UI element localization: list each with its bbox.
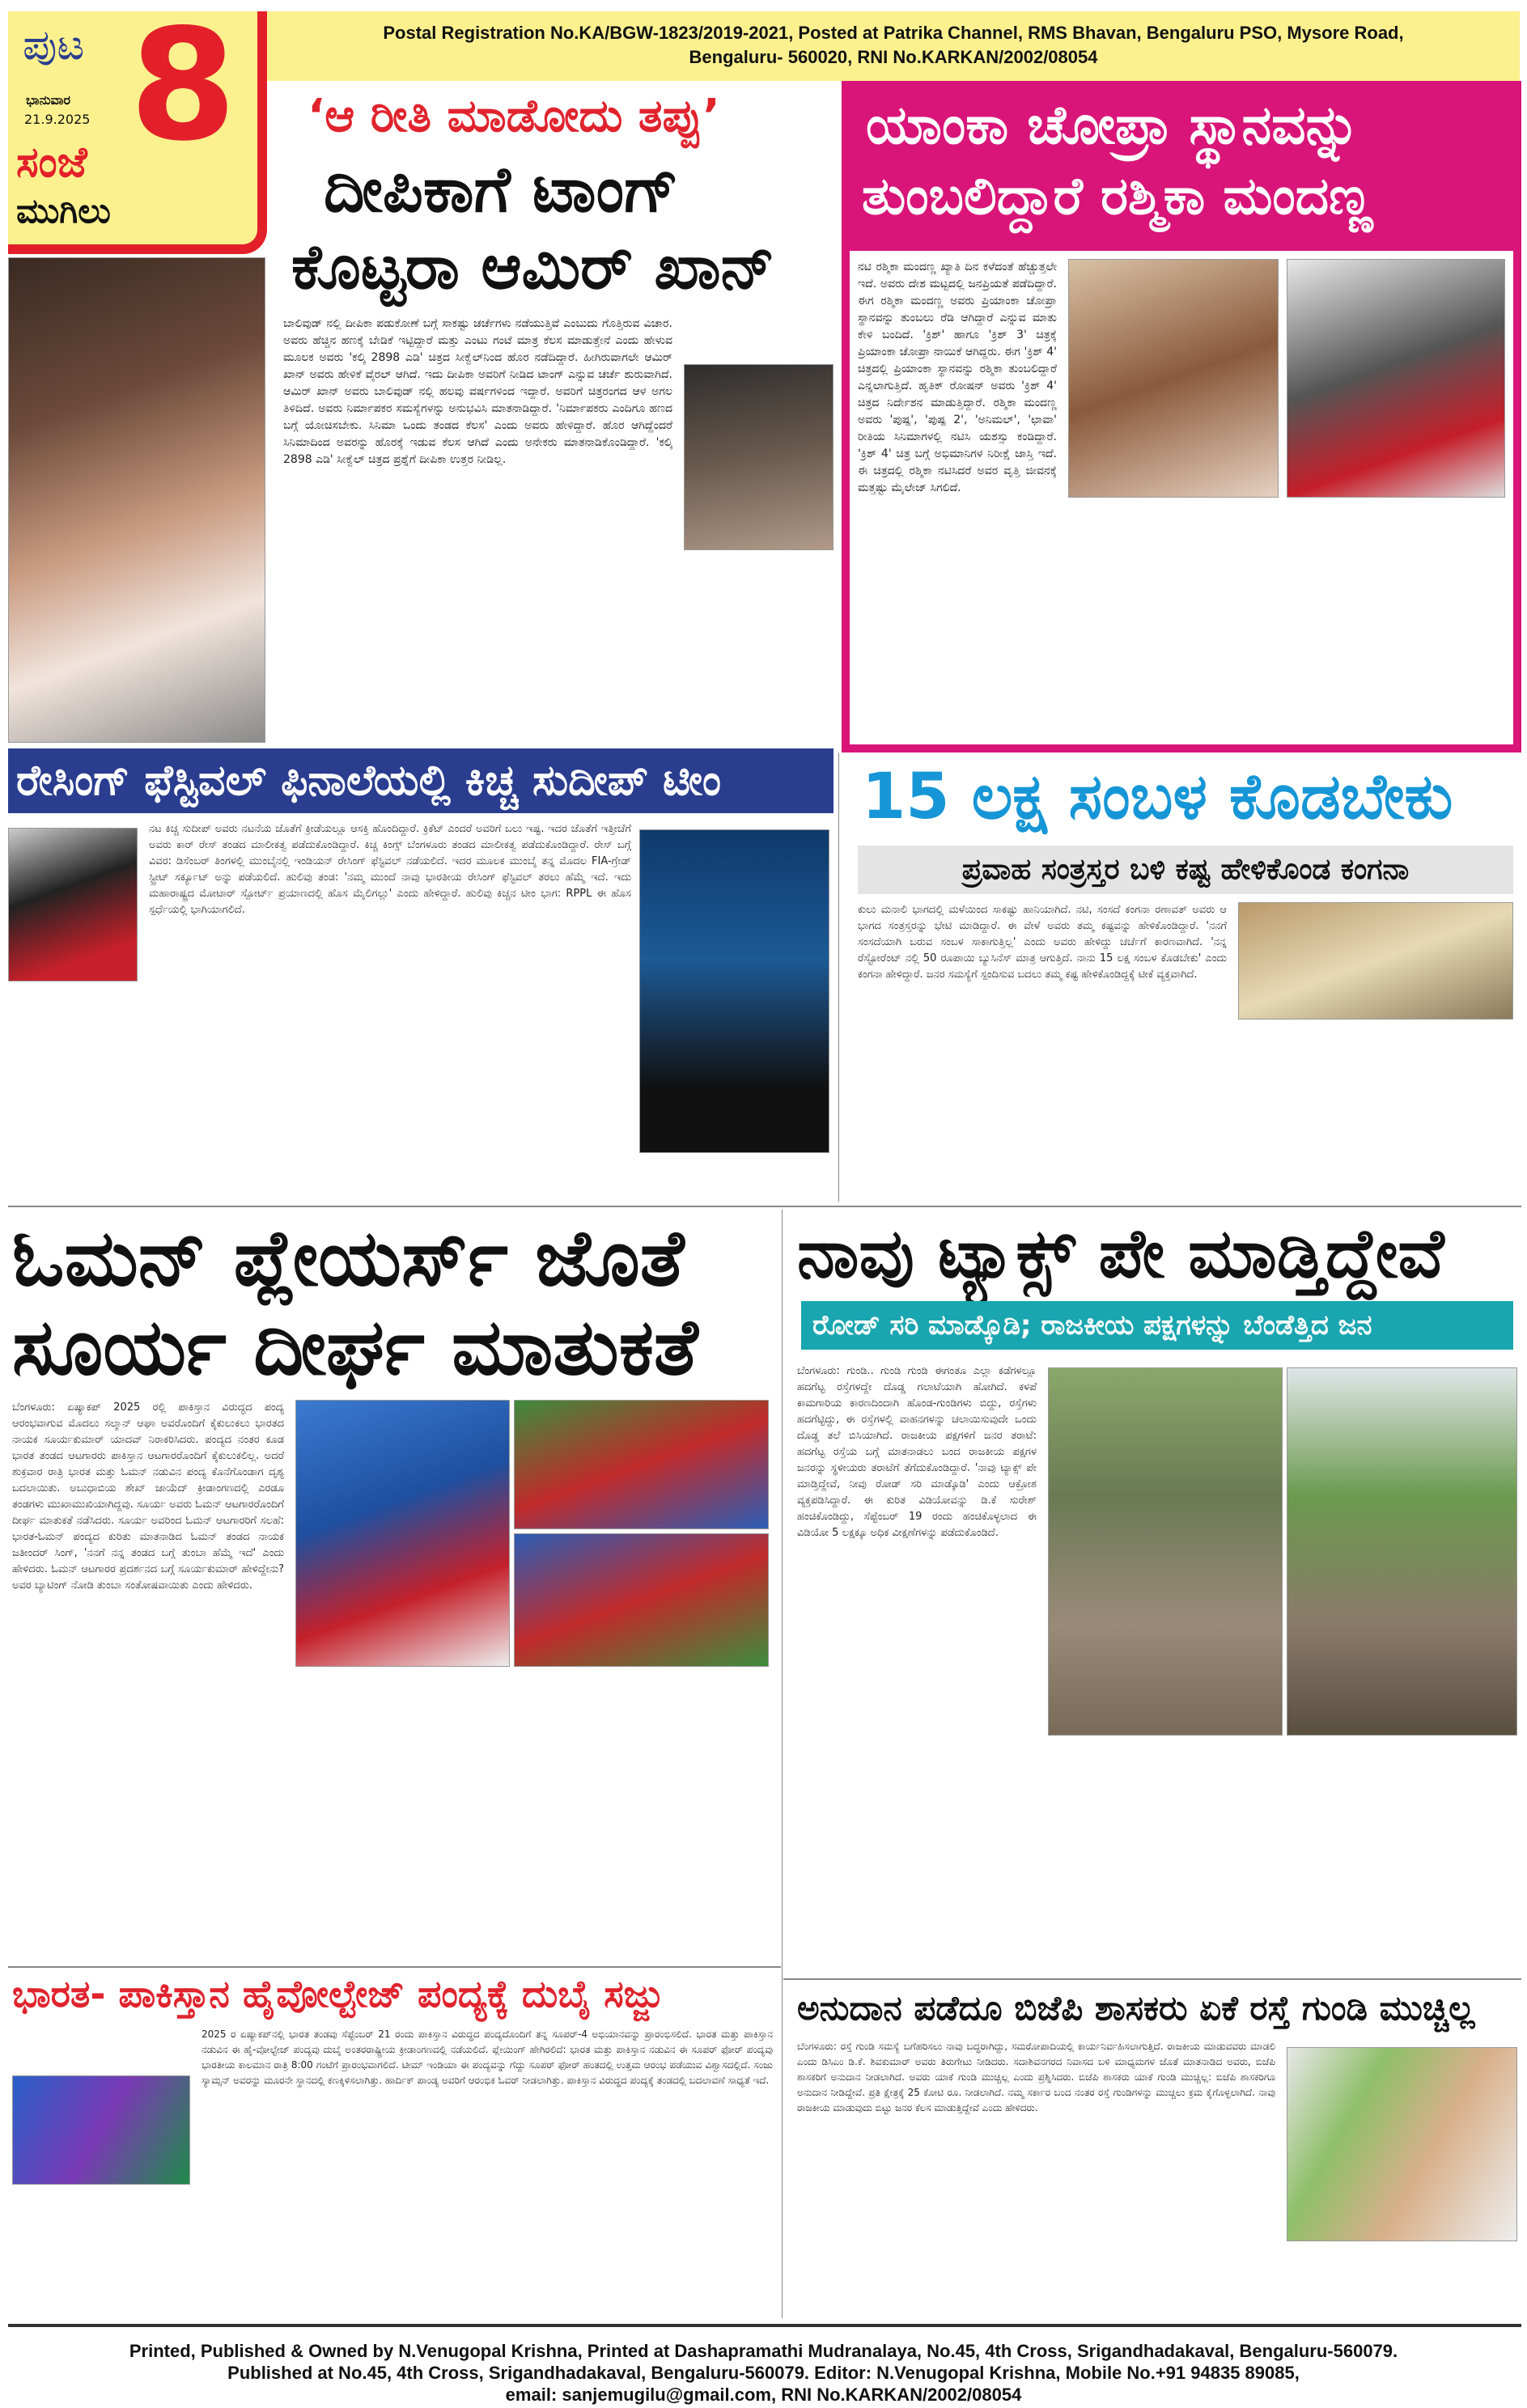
roads-headline: ನಾವು ಟ್ಯಾಕ್ಸ್ ಪೇ ಮಾಡ್ತಿದ್ದೇವೆ <box>797 1214 1444 1293</box>
asiacup-headline: ಭಾರತ- ಪಾಕಿಸ್ತಾನ ಹೈವೋಲ್ಟೇಜ್ ಪಂದ್ಯಕ್ಕೆ ದುಬೈ ಸಜ್ಜು <box>12 1972 664 2016</box>
asiacup-players-photo <box>12 2075 190 2185</box>
paper-name-mugilu: ಮುಗಿಲು <box>16 191 111 231</box>
weekday: ಭಾನುವಾರ <box>26 92 70 108</box>
vertical-divider-lower <box>782 1210 783 2318</box>
team-huddle-photos <box>514 1400 769 1667</box>
team-huddle-photo-2 <box>514 1533 769 1667</box>
date: 21.9.2025 <box>24 112 91 127</box>
horizontal-divider <box>8 1206 1521 1207</box>
deepika-article <box>283 316 833 557</box>
vertical-divider <box>838 752 839 1202</box>
dk-shivakumar-photo <box>1287 2047 1517 2241</box>
page-number: 8 <box>129 0 237 175</box>
sudeep-body: ನಟ ಕಿಚ್ಚ ಸುದೀಪ್ ಅವರು ನಟನೆಯ ಜೊತೆಗೆ ಕ್ರೀಡೆಯಲ್ಲೂ ಆಸಕ್ತಿ ಹೊಂದಿದ್ದಾರೆ. ಕ್ರಿಕೆಟ್ ಎಂದರೆ ಅವರಿಗೆ ಬಲು ಇಷ್ಟ. ಇದರ ಜೊತೆಗೆ ಇತ್ತೀಚೆಗೆ ಅವರು ಕಾರ್ ರೇಸ್ ತಂಡದ ಮಾಲೀಕತ್ವ ಪಡೆದುಕೊಂಡಿದ್ದಾರೆ. ಕಿಚ್ಚ ಕಿಂಗ್ಸ್ ಬೆಂಗಳೂರು ತಂಡದ ಮಾಲೀಕತ್ವ ಪಡೆದುಕೊಂಡಿದ್ದಾರೆ. ರೇಸ್ ಬಗ್ಗೆ ವಿವರ: ಡಿಸೆಂಬರ್ ತಿಂಗಳಲ್ಲಿ ಮುಂಬೈನಲ್ಲಿ ಇಂಡಿಯನ್ ರೇಸಿಂಗ್ ಫೆಸ್ಟಿವಲ್ ನಡೆಯಲಿದೆ. ಇದರ ಮೂಲಕ ಮುಂಬೈ ತನ್ನ ಮೊದಲ FIA-ಗ್ರೇಡ್ ಸ್ಟ್ರೀಟ್ ಸರ್ಕ್ಯೂಟ್ ಅನ್ನು ಪಡೆಯಲಿದೆ. ಹುಲಿವು ತಂಡ: 'ನಮ್ಮ ಮುಂದೆ ನಾವು ಭಾರತೀಯ ರೇಸಿಂಗ್ ಫೆಸ್ಟಿವಲ್ ತರಲು ಹೆಮ್ಮೆ ಇದೆ. ಇದು ಮಹಾರಾಷ್ಟ್ರದ ಮೋಟಾರ್ ಸ್ಪೋರ್ಟ್ ಪ್ರಯಾಣದಲ್ಲಿ ಹೊಸ ಮೈಲಿಗಲ್ಲು' ಎಂದು ಹೇಳಿದ್ದಾರೆ. ಹುಲಿವು ಕಿಚ್ಚನ ಟೀಂ ಭಾಗ: RPPL ಈ ಹೊಸ ಸ್ಪರ್ಧೆಯಲ್ಲಿ ಭಾಗಿಯಾಗಲಿದೆ. <box>149 823 631 916</box>
kangana-subheadline-box <box>858 846 1513 894</box>
horizontal-divider-asia <box>8 1966 781 1968</box>
oman-photos <box>295 1400 773 1667</box>
deepika-headline-1: ದೀಪಿಕಾಗೆ ಟಾಂಗ್ <box>324 154 679 227</box>
postal-registration-band <box>267 11 1520 81</box>
surya-oman-photo <box>295 1400 510 1667</box>
rashmika-body: ನಟಿ ರಶ್ಮಿಕಾ ಮಂದಣ್ಣ ಖ್ಯಾತಿ ದಿನ ಕಳೆದಂತೆ ಹೆಚ್ಚುತ್ತಲೇ ಇದೆ. ಅವರು ದೇಶ ಮಟ್ಟದಲ್ಲಿ ಜನಪ್ರಿಯತೆ ಪಡೆದಿದ್ದಾರೆ. ಈಗ ರಶ್ಮಿಕಾ ಮಂದಣ್ಣ ಅವರು ಪ್ರಿಯಾಂಕಾ ಚೋಪ್ರಾ ಸ್ಥಾನವನ್ನು ತುಂಬಲು ರೆಡಿ ಆಗಿದ್ದಾರೆ ಎನ್ನುವ ಮಾತು ಕೇಳಿ ಬಂದಿದೆ. 'ಕ್ರಿಶ್' ಹಾಗೂ 'ಕ್ರಿಶ್ 3' ಚಿತ್ರಕ್ಕೆ ಪ್ರಿಯಾಂಕಾ ಚೋಪ್ರಾ ನಾಯಿಕೆ ಆಗಿದ್ದರು. ಈಗ 'ಕ್ರಿಶ್ 4' ಚಿತ್ರದಲ್ಲಿ ಪ್ರಿಯಾಂಕಾ ಸ್ಥಾನವನ್ನು ರಶ್ಮಿಕಾ ತುಂಬಲಿದ್ದಾರೆ ಎನ್ನಲಾಗುತ್ತಿದೆ. ಹೃತಿಕ್ ರೋಷನ್ ಅವರು 'ಕ್ರಿಶ್ 4' ಚಿತ್ರದ ನಿರ್ದೇಶನ ಮಾಡುತ್ತಿದ್ದಾರೆ. ರಶ್ಮಿಕಾ ಮಂದಣ್ಣ ಅವರು 'ಪುಷ್ಪ', 'ಪುಷ್ಪ 2', 'ಅನಿಮಲ್', 'ಛಾವಾ' ರೀತಿಯ ಸಿನಿಮಾಗಳಲ್ಲಿ ನಟಿಸಿ ಯಶಸ್ಸು ಕಂಡಿದ್ದಾರೆ. 'ಕ್ರಿಶ್ 4' ಚಿತ್ರ ಬಗ್ಗೆ ಅಭಿಮಾನಿಗಳ ನಿರೀಕ್ಷೆ ಜಾಸ್ತಿ ಇದೆ. ಈ ಚಿತ್ರದಲ್ಲಿ ರಶ್ಮಿಕಾ ನಟಿಸಿದರೆ ಅವರ ವೃತ್ತಿ ಜೀವನಕ್ಕೆ ಮತ್ತಷ್ಟು ಮೈಲೇಜ್ ಸಿಗಲಿದೆ. <box>858 261 1057 494</box>
oman-headline-1: ಓಮನ್ ಪ್ಲೇಯರ್ಸ್ ಜೊತೆ <box>12 1213 685 1304</box>
rashmika-content <box>850 251 1513 744</box>
roads-protest-photo-2 <box>1287 1367 1517 1736</box>
postal-line-2: Bengaluru- 560020, RNI No.KARKAN/2002/08054 <box>689 47 1098 67</box>
deepika-body: ಬಾಲಿವುಡ್ ನಲ್ಲಿ ದೀಪಿಕಾ ಪಡುಕೋಣೆ ಬಗ್ಗೆ ಸಾಕಷ್ಟು ಚರ್ಚೆಗಳು ನಡೆಯುತ್ತಿವೆ ಎಂಬುದು ಗೊತ್ತಿರುವ ವಿಚಾರ. ಅವರು ಹೆಚ್ಚಿನ ಹಣಕ್ಕೆ ಬೇಡಿಕೆ ಇಟ್ಟಿದ್ದಾರೆ ಮತ್ತು ಎಂಟು ಗಂಟೆ ಮಾತ್ರ ಕೆಲಸ ಮಾಡುತ್ತೇನೆ ಎಂದು ಹೇಳುವ ಮೂಲಕ ಅವರು 'ಕಲ್ಕಿ 2898 ಎಡಿ' ಚಿತ್ರದ ಸೀಕ್ವೆಲ್‌ನಿಂದ ಹೊರ ನಡೆದಿದ್ದಾರೆ. ಹೀಗಿರುವಾಗಲೇ ಆಮಿರ್ ಖಾನ್ ಅವರು ಹೇಳಿಕೆ ವೈರಲ್ ಆಗಿದೆ. ಇದು ದೀಪಿಕಾ ಅವರಿಗೆ ನೀಡಿದ ಟಾಂಗ್ ಎನ್ನುವ ಚರ್ಚೆ ಶುರುವಾಗಿದೆ. ಆಮಿರ್ ಖಾನ್ ಅವರು ಬಾಲಿವುಡ್ ನಲ್ಲಿ ಹಲವು ವರ್ಷಗಳಿಂದ ಇದ್ದಾರೆ. ಅವರಿಗೆ ಚಿತ್ರರಂಗದ ಆಳ ಅಗಲ ತಿಳಿದಿದೆ. ಅವರು ನಿರ್ಮಾಪಕರ ಸಮಸ್ಯೆಗಳನ್ನು ಅನುಭವಿಸಿ ಮಾತನಾಡಿದ್ದಾರೆ. 'ನಿರ್ಮಾಪಕರು ಎಂದಿಗೂ ಹಣದ ಬಗ್ಗೆ ಯೋಚಿಸಬೇಕು. ಸಿನಿಮಾ ಒಂದು ತಂಡದ ಕೆಲಸ' ಎಂದು ಅವರು ಹೇಳಿದ್ದಾರೆ. ಹೊರ ಆಗಿದ್ದೆಂದರೆ ಸಿನಿಮಾದಿಂದ ಅವರನ್ನು ಹೊರಕ್ಕೆ ಇಡುವ ಕೆಲಸ ಆಗಿದೆ ಎಂದು ಅನೇಕರು ಮಾತನಾಡಿಕೊಂಡಿದ್ದಾರೆ. 'ಕಲ್ಕಿ 2898 ಎಡಿ' ಸೀಕ್ವೆಲ್ ಚಿತ್ರದ ಪ್ರಶ್ನೆಗೆ ದೀಪಿಕಾ ಉತ್ತರ ನೀಡಿಲ್ಲ. <box>283 317 672 466</box>
rashmika-photos <box>1068 259 1505 498</box>
page-label: ಪುಟ <box>23 21 85 70</box>
team-huddle-photo-1 <box>514 1400 769 1529</box>
potholes-headline: ಅನುದಾನ ಪಡೆದೂ ಬಿಜೆಪಿ ಶಾಸಕರು ಏಕೆ ರಸ್ತೆ ಗುಂಡಿ ಮುಚ್ಚಿಲ್ಲ <box>797 1988 1475 2028</box>
roads-subheadline-box <box>801 1301 1513 1350</box>
rashmika-photo <box>1068 259 1279 498</box>
roads-photos <box>1048 1367 1517 1736</box>
rashmika-headline-2: ತುಂಬಲಿದ್ದಾರೆ ರಶ್ಮಿಕಾ ಮಂದಣ್ಣ <box>862 167 1373 227</box>
potholes-body: ಬೆಂಗಳೂರು: ರಸ್ತೆ ಗುಂಡಿ ಸಮಸ್ಯೆ ಬಗೆಹರಿಸಲು ನಾವು ಬದ್ಧರಾಗಿದ್ದು, ಸಮರೋಪಾದಿಯಲ್ಲಿ ಕಾರ್ಯನಿರ್ವಹಿಸಲಾಗುತ್ತಿದೆ. ರಾಜಕೀಯ ಮಾಡುವವರು ಮಾಡಲಿ ಎಂದು ಡಿಸಿಎಂ ಡಿ.ಕೆ. ಶಿವಕುಮಾರ್ ಅವರು ತಿರುಗೇಟು ನೀಡಿದರು. ಸದಾಶಿವನಗರದ ನಿವಾಸದ ಬಳಿ ಮಾಧ್ಯಮಗಳ ಜೊತೆ ಮಾತನಾಡಿದ ಅವರು, ಬಿಜೆಪಿ ಶಾಸಕರಿಗೆ ಅನುದಾನ ನೀಡಲಾಗಿದೆ. ಅವರು ಯಾಕೆ ಗುಂಡಿ ಮುಚ್ಚಿಲ್ಲ ಎಂದು ಪ್ರಶ್ನಿಸಿದರು. ಬಿಜೆಪಿ ಶಾಸಕರು ಯಾಕೆ ಗುಂಡಿ ಮುಚ್ಚಿಲ್ಲ: ಬಿಜೆಪಿ ಶಾಸಕರಿಗೂ ಅನುದಾನ ನೀಡಿದ್ದೇವೆ. ಪ್ರತಿ ಕ್ಷೇತ್ರಕ್ಕೆ 25 ಕೋಟಿ ರೂ. ನೀಡಲಾಗಿದೆ. ನಮ್ಮ ಸರ್ಕಾರ ಬಂದ ನಂತರ ರಸ್ತೆ ಗುಂಡಿಗಳನ್ನು ಮುಚ್ಚಲು ಕ್ರಮ ಕೈಗೊಳ್ಳಲಾಗಿದೆ. ನಾವು ರಾಜಕೀಯ ಮಾಡುವುದು ಬಿಟ್ಟು ಜನರ ಕೆಲಸ ಮಾಡುತ್ತಿದ್ದೇವೆ ಎಂದು ಹೇಳಿದರು. <box>797 2041 1275 2113</box>
sudeep-headline: ರೇಸಿಂಗ್ ಫೆಸ್ಟಿವಲ್ ಫಿನಾಲೆಯಲ್ಲಿ ಕಿಚ್ಚ ಸುದೀಪ್ ಟೀಂ <box>16 756 721 805</box>
potholes-article <box>797 2039 1517 2248</box>
kangana-subheadline: ಪ್ರವಾಹ ಸಂತ್ರಸ್ತರ ಬಳಿ ಕಷ್ಟ ಹೇಳಿಕೊಂಡ ಕಂಗನಾ <box>961 853 1410 886</box>
deepika-kicker: ‘ಆ ರೀತಿ ಮಾಡೋದು ತಪ್ಪು’ <box>308 90 720 142</box>
masthead-box <box>8 0 267 254</box>
horizontal-divider-potholes <box>783 1978 1521 1980</box>
kangana-photo <box>1238 902 1513 1020</box>
deepika-headline-2: ಕೊಟ್ಟರಾ ಆಮಿರ್ ಖಾನ್ <box>291 231 775 303</box>
rashmika-headline-1: ಯಾಂಕಾ ಚೋಪ್ರಾ ಸ್ಥಾನವನ್ನು <box>866 94 1360 156</box>
asiacup-article <box>12 2027 773 2191</box>
kangana-article <box>858 902 1513 1026</box>
postal-line-1: Postal Registration No.KA/BGW-1823/2019-2021, Posted at Patrika Channel, RMS Bhavan, Bengaluru PSO, Mysore Road, <box>383 23 1404 43</box>
roads-article <box>797 1363 1517 1742</box>
footer-rule <box>8 2324 1521 2327</box>
deepika-photo <box>8 257 265 743</box>
sudeep-banner <box>8 748 833 813</box>
asiacup-body: 2025 ರ ಏಷ್ಯಾಕಪ್‌ನಲ್ಲಿ ಭಾರತ ತಂಡವು ಸೆಪ್ಟೆಂಬರ್ 21 ರಂದು ಪಾಕಿಸ್ತಾನ ವಿರುದ್ಧದ ಪಂದ್ಯದೊಂದಿಗೆ ತನ್ನ ಸೂಪರ್-4 ಅಭಿಯಾನವನ್ನು ಪ್ರಾರಂಭಿಸಲಿದೆ. ಭಾರತ ಮತ್ತು ಪಾಕಿಸ್ತಾನ ನಡುವಿನ ಈ ಹೈ-ವೋಲ್ಟೇಜ್ ಪಂದ್ಯವು ದುಬೈ ಅಂತರರಾಷ್ಟ್ರೀಯ ಕ್ರೀಡಾಂಗಣದಲ್ಲಿ ನಡೆಯಲಿದೆ. ಪ್ಲೇಯಿಂಗ್ ಹೇಗಿರಲಿದೆ: ಭಾರತ ಮತ್ತು ಪಾಕಿಸ್ತಾನ ನಡುವಿನ ಈ ಸೂಪರ್ ಫೋರ್ ಪಂದ್ಯವು ಭಾರತೀಯ ಕಾಲಮಾನ ರಾತ್ರಿ 8:00 ಗಂಟೆಗೆ ಪ್ರಾರಂಭವಾಗಲಿದೆ. ಟೀಮ್ ಇಂಡಿಯಾ ಈ ಪಂದ್ಯವನ್ನು ಗೆದ್ದು ಸೂಪರ್ ಫೋರ್ ಹಂತದಲ್ಲಿ ಉತ್ತಮ ಆರಂಭ ಪಡೆಯುವ ವಿಶ್ವಾಸದಲ್ಲಿದೆ. ಸಂಜು ಸ್ಯಾಮ್ಸನ್ ಅವರನ್ನು ಮೂರನೇ ಸ್ಥಾನದಲ್ಲಿ ಕಣಕ್ಕಿಳಿಸಲಾಗಿತ್ತು. ಹಾರ್ದಿಕ್ ಪಾಂಡ್ಯ ಅವರಿಗೆ ಆರಂಭಿಕ ಓವರ್ ನೀಡಲಾಗಿತ್ತು. ಪಾಕಿಸ್ತಾನ ವಿರುದ್ಧದ ಪಂದ್ಯಕ್ಕೆ ತಂಡದಲ್ಲಿ ಬದಲಾವಣೆ ಸಾಧ್ಯತೆ ಇದೆ. <box>201 2029 773 2086</box>
paper-name-sanje: ಸಂಜೆ <box>16 138 87 187</box>
oman-article <box>12 1400 773 1673</box>
sudeep-article <box>8 821 631 988</box>
sudeep-racing-photo <box>8 828 138 981</box>
footer-line-2: Published at No.45, 4th Cross, Srigandhadakaval, Bengaluru-560079. Editor: N.Venugopal Krishna, Mobile No.+91 94835 89085, <box>227 2363 1300 2383</box>
kangana-headline: 15 ಲಕ್ಷ ಸಂಬಳ ಕೊಡಬೇಕು <box>862 761 1453 833</box>
roads-protest-photo-1 <box>1048 1367 1283 1736</box>
kangana-body: ಕುಲು ಮನಾಲಿ ಭಾಗದಲ್ಲಿ ಮಳೆಯಿಂದ ಸಾಕಷ್ಟು ಹಾನಿಯಾಗಿದೆ. ನಟಿ, ಸಂಸದೆ ಕಂಗನಾ ರಣಾವತ್ ಅವರು ಆ ಭಾಗದ ಸಂತ್ರಸ್ತರನ್ನು ಭೇಟಿ ಮಾಡಿದ್ದಾರೆ. ಈ ವೇಳೆ ಅವರು ತಮ್ಮ ಕಷ್ಟವನ್ನು ಹೇಳಿಕೊಂಡಿದ್ದಾರೆ. 'ನನಗೆ ಸಂಸದೆಯಾಗಿ ಬರುವ ಸಂಬಳ ಸಾಕಾಗುತ್ತಿಲ್ಲ' ಎಂದು ಅವರು ಹೇಳಿದ್ದು ಚರ್ಚೆಗೆ ಕಾರಣವಾಗಿದೆ. 'ನನ್ನ ರೆಸ್ಟೋರೆಂಟ್ ನಲ್ಲಿ 50 ರೂಪಾಯಿ ಬ್ಯುಸಿನೆಸ್ ಮಾತ್ರ ಆಗುತ್ತಿದೆ. ನಾನು 15 ಲಕ್ಷ ಸಂಬಳ ಕೊಡಬೇಕು' ಎಂದು ಕಂಗನಾ ಹೇಳಿದ್ದಾರೆ. ಜನರ ಸಮಸ್ಯೆಗೆ ಸ್ಪಂದಿಸುವ ಬದಲು ತಮ್ಮ ಕಷ್ಟ ಹೇಳಿಕೊಂಡಿದ್ದಕ್ಕೆ ಟೀಕೆ ವ್ಯಕ್ತವಾಗಿದೆ. <box>858 904 1227 981</box>
footer-line-3: email: sanjemugilu@gmail.com, RNI No.KARKAN/2002/08054 <box>505 2385 1022 2405</box>
roads-subheadline: ರೋಡ್ ಸರಿ ಮಾಡ್ಕೊಡಿ; ರಾಜಕೀಯ ಪಕ್ಷಗಳನ್ನು ಬೆಂಡೆತ್ತಿದ ಜನ <box>812 1309 1372 1342</box>
footer <box>0 2340 1527 2406</box>
oman-headline-2: ಸೂರ್ಯ ದೀರ್ಘ ಮಾತುಕತೆ <box>12 1302 698 1393</box>
hrithik-priyanka-photo <box>1287 259 1505 498</box>
roads-body: ಬೆಂಗಳೂರು: ಗುಂಡಿ.. ಗುಂಡಿ ಗುಂಡಿ ಈಗಂತೂ ಎಲ್ಲಾ ಕಡೆಗಳಲ್ಲೂ ಹದಗೆಟ್ಟ ರಸ್ತೆಗಳದ್ದೇ ದೊಡ್ಡ ಗಲಾಟೆಯಾಗಿ ಹೋಗಿದೆ. ಕಳಪೆ ಕಾಮಗಾರಿಯ ಕಾರಣದಿಂದಾಗಿ ಹೊಂಡ-ಗುಂಡಿಗಳು ಬಿದ್ದು, ರಸ್ತೆಗಳು ಹದಗೆಟ್ಟಿದ್ದು, ಈ ರಸ್ತೆಗಳಲ್ಲಿ ವಾಹನಗಳನ್ನು ಚಲಾಯಿಸುವುದೇ ಒಂದು ದೊಡ್ಡ ತಲೆ ಬಿಸಿಯಾಗಿದೆ. ರಾಜಕೀಯ ಪಕ್ಷಗಳಿಗೆ ಜನರ ತರಾಟೆ: ಹದಗೆಟ್ಟ ರಸ್ತೆಯ ಬಗ್ಗೆ ಮಾತನಾಡಲು ಬಂದ ರಾಜಕೀಯ ಪಕ್ಷಗಳ ಜನರನ್ನು ಸ್ಥಳೀಯರು ತರಾಟೆಗೆ ತೆಗೆದುಕೊಂಡಿದ್ದಾರೆ. 'ನಾವು ಟ್ಯಾಕ್ಸ್ ಪೇ ಮಾಡ್ತಿದ್ದೇವೆ, ನೀವು ರೋಡ್ ಸರಿ ಮಾಡ್ಕೊಡಿ' ಎಂದು ಆಕ್ರೋಶ ವ್ಯಕ್ತಪಡಿಸಿದ್ದಾರೆ. ಈ ಕುರಿತ ವಿಡಿಯೋವನ್ನು ಡಿ.ಕೆ ಸುರೇಶ್ ಹಂಚಿಕೊಂಡಿದ್ದು, ಸೆಪ್ಟೆಂಬರ್ 19 ರಂದು ಹಂಚಿಕೊಳ್ಳಲಾದ ಈ ವಿಡಿಯೋ 5 ಲಕ್ಷಕ್ಕೂ ಅಧಿಕ ವೀಕ್ಷಣೆಗಳನ್ನು ಪಡೆದುಕೊಂಡಿದೆ. <box>797 1365 1037 1539</box>
aamir-khan-photo <box>684 364 833 550</box>
sudeep-stage-photo <box>639 829 829 1153</box>
oman-body: ಬೆಂಗಳೂರು: ಏಷ್ಯಾಕಪ್ 2025 ರಲ್ಲಿ ಪಾಕಿಸ್ತಾನ ವಿರುದ್ಧದ ಪಂದ್ಯ ಆರಂಭವಾಗುವ ಮೊದಲು ಸಲ್ಮಾನ್ ಆಘಾ ಅವರೊಂದಿಗೆ ಕೈಕುಲುಕಲು ಭಾರತದ ನಾಯಕ ಸೂರ್ಯಕುಮಾರ್ ಯಾದವ್ ನಿರಾಕರಿಸಿದರು. ಪಂದ್ಯದ ನಂತರ ಕೂಡ ಭಾರತ ತಂಡದ ಆಟಗಾರರು ಪಾಕಿಸ್ತಾನ ಆಟಗಾರರೊಂದಿಗೆ ಕೈಕುಲುಕಲಿಲ್ಲ. ಅದರೆ ಶುಕ್ರವಾರ ರಾತ್ರಿ ಭಾರತ ಮತ್ತು ಓಮನ್ ನಡುವಿನ ಪಂದ್ಯ ಕೊನೆಗೊಂಡಾಗ ದೃಶ್ಯ ಬದಲಾಯಿತು. ಅಬುಧಾಬಿಯ ಶೇಖ್ ಜಾಯೆದ್ ಕ್ರೀಡಾಂಗಣದಲ್ಲಿ ಎರಡೂ ತಂಡಗಳು ಮುಖಾಮುಖಿಯಾಗಿದ್ದವು. ಸೂರ್ಯ ಅವರು ಓಮನ್ ಆಟಗಾರರೊಂದಿಗೆ ದೀರ್ಘ ಮಾತುಕತೆ ನಡೆಸಿದರು. ಸೂರ್ಯ ಅವರಿಂದ ಓಮನ್ ಆಟಗಾರರಿಗೆ ಸಲಹೆ: ಭಾರತ-ಓಮನ್ ಪಂದ್ಯದ ಕುರಿತು ಮಾತನಾಡಿದ ಓಮನ್ ತಂಡದ ನಾಯಕ ಜತೀಂದರ್ ಸಿಂಗ್, 'ನನಗೆ ನನ್ನ ತಂಡದ ಬಗ್ಗೆ ತುಂಬಾ ಹೆಮ್ಮೆ ಇದೆ' ಎಂದು ಹೇಳಿದರು. ಓಮನ್ ಆಟಗಾರರ ಪ್ರದರ್ಶನದ ಬಗ್ಗೆ ಸೂರ್ಯಕುಮಾರ್ ಹೇಳಿದ್ದೇನು? ಅವರ ಬ್ಯಾಟಿಂಗ್ ನೋಡಿ ತುಂಬಾ ಸಂತೋಷವಾಯಿತು ಎಂದು ಹೇಳಿದರು. <box>12 1401 284 1592</box>
rashmika-panel <box>842 81 1521 752</box>
footer-line-1: Printed, Published & Owned by N.Venugopal Krishna, Printed at Dashapramathi Mudranalaya, No.45, 4th Cross, Srigandhadakaval, Bengaluru-560079. <box>129 2341 1398 2361</box>
